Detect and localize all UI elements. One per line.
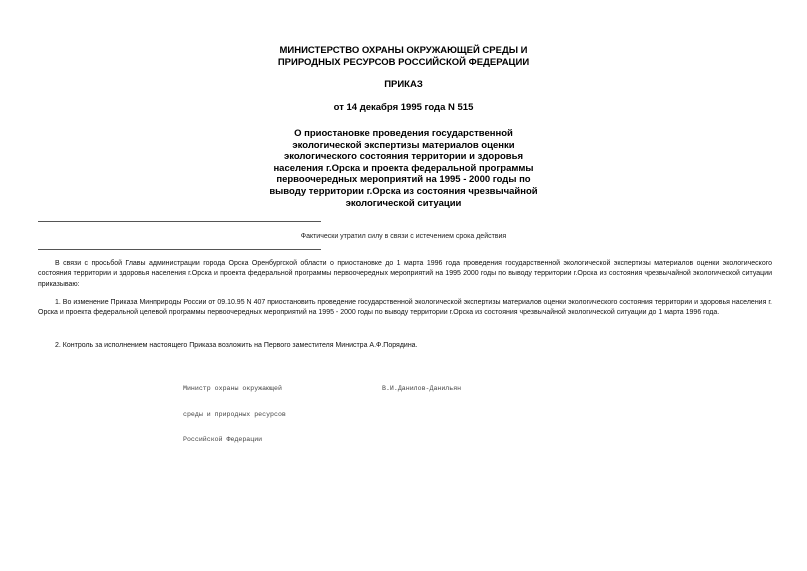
- document-type: ПРИКАЗ: [384, 79, 423, 90]
- intro-paragraph: В связи с просьбой Главы администрации города Орска Оренбургской области о приостановке до 1 марта 1996 года проведения государственной экологической экспертизы материалов оценки экологического состояния территории и здоровья населения г.Орска и проекта федеральной программы первоочередных мероприятий на 1995 2000 годы по выводу территории г.Орска из состояния чрезвычайной экологической ситуации приказываю:: [38, 260, 772, 288]
- order-item-1: 1. Во изменение Приказа Минприроды России от 09.10.95 N 407 приостановить проведение государственной экологической экспертизы материалов оценки экологического состояния территории и здоровья населения г. Орска и проекта федеральной целевой программы первоочередных мероприятий на 1995 - 2000 годы по выводу территории г.Орска из состояния чрезвычайной экологической ситуации до 1 марта 1996 года.: [38, 299, 772, 317]
- signer-name: В.И.Данилов-Данильян: [382, 385, 462, 392]
- subject-line: экологической ситуации: [345, 197, 462, 209]
- ministry-name-line: ПРИРОДНЫХ РЕСУРСОВ РОССИЙСКОЙ ФЕДЕРАЦИИ: [277, 56, 530, 68]
- signer-title-line: Российской Федерации: [183, 436, 263, 443]
- ministry-name: [0, 45, 807, 68]
- subject-line: О приостановке проведения государственной: [294, 128, 513, 139]
- status-note: Фактически утратил силу в связи с истечением срока действия: [300, 233, 507, 240]
- subject-line: первоочередных мероприятий на 1995 - 2000 годы по: [276, 174, 531, 186]
- subject-line: экологической экспертизы материалов оценки: [292, 139, 515, 151]
- subject-line: экологического состояния территории и здоровья: [283, 151, 524, 163]
- divider-bottom: [38, 249, 321, 250]
- subject-line: выводу территории г.Орска из состояния чрезвычайной: [269, 185, 538, 197]
- subject-line: населения г.Орска и проекта федеральной программы: [273, 162, 534, 174]
- document-date-number: от 14 декабря 1995 года N 515: [333, 102, 474, 113]
- signer-title-line: Министр охраны окружающей: [183, 385, 282, 392]
- order-item-2: 2. Контроль за исполнением настоящего Приказа возложить на Первого заместителя Министра А.Ф.Порядина.: [55, 342, 418, 349]
- signature-block: [183, 368, 462, 462]
- document-subject: [0, 128, 807, 209]
- divider-top: [38, 221, 321, 222]
- ministry-name-line: МИНИСТЕРСТВО ОХРАНЫ ОКРУЖАЮЩЕЙ СРЕДЫ И: [279, 45, 528, 56]
- signer-title-line: среды и природных ресурсов: [183, 410, 286, 418]
